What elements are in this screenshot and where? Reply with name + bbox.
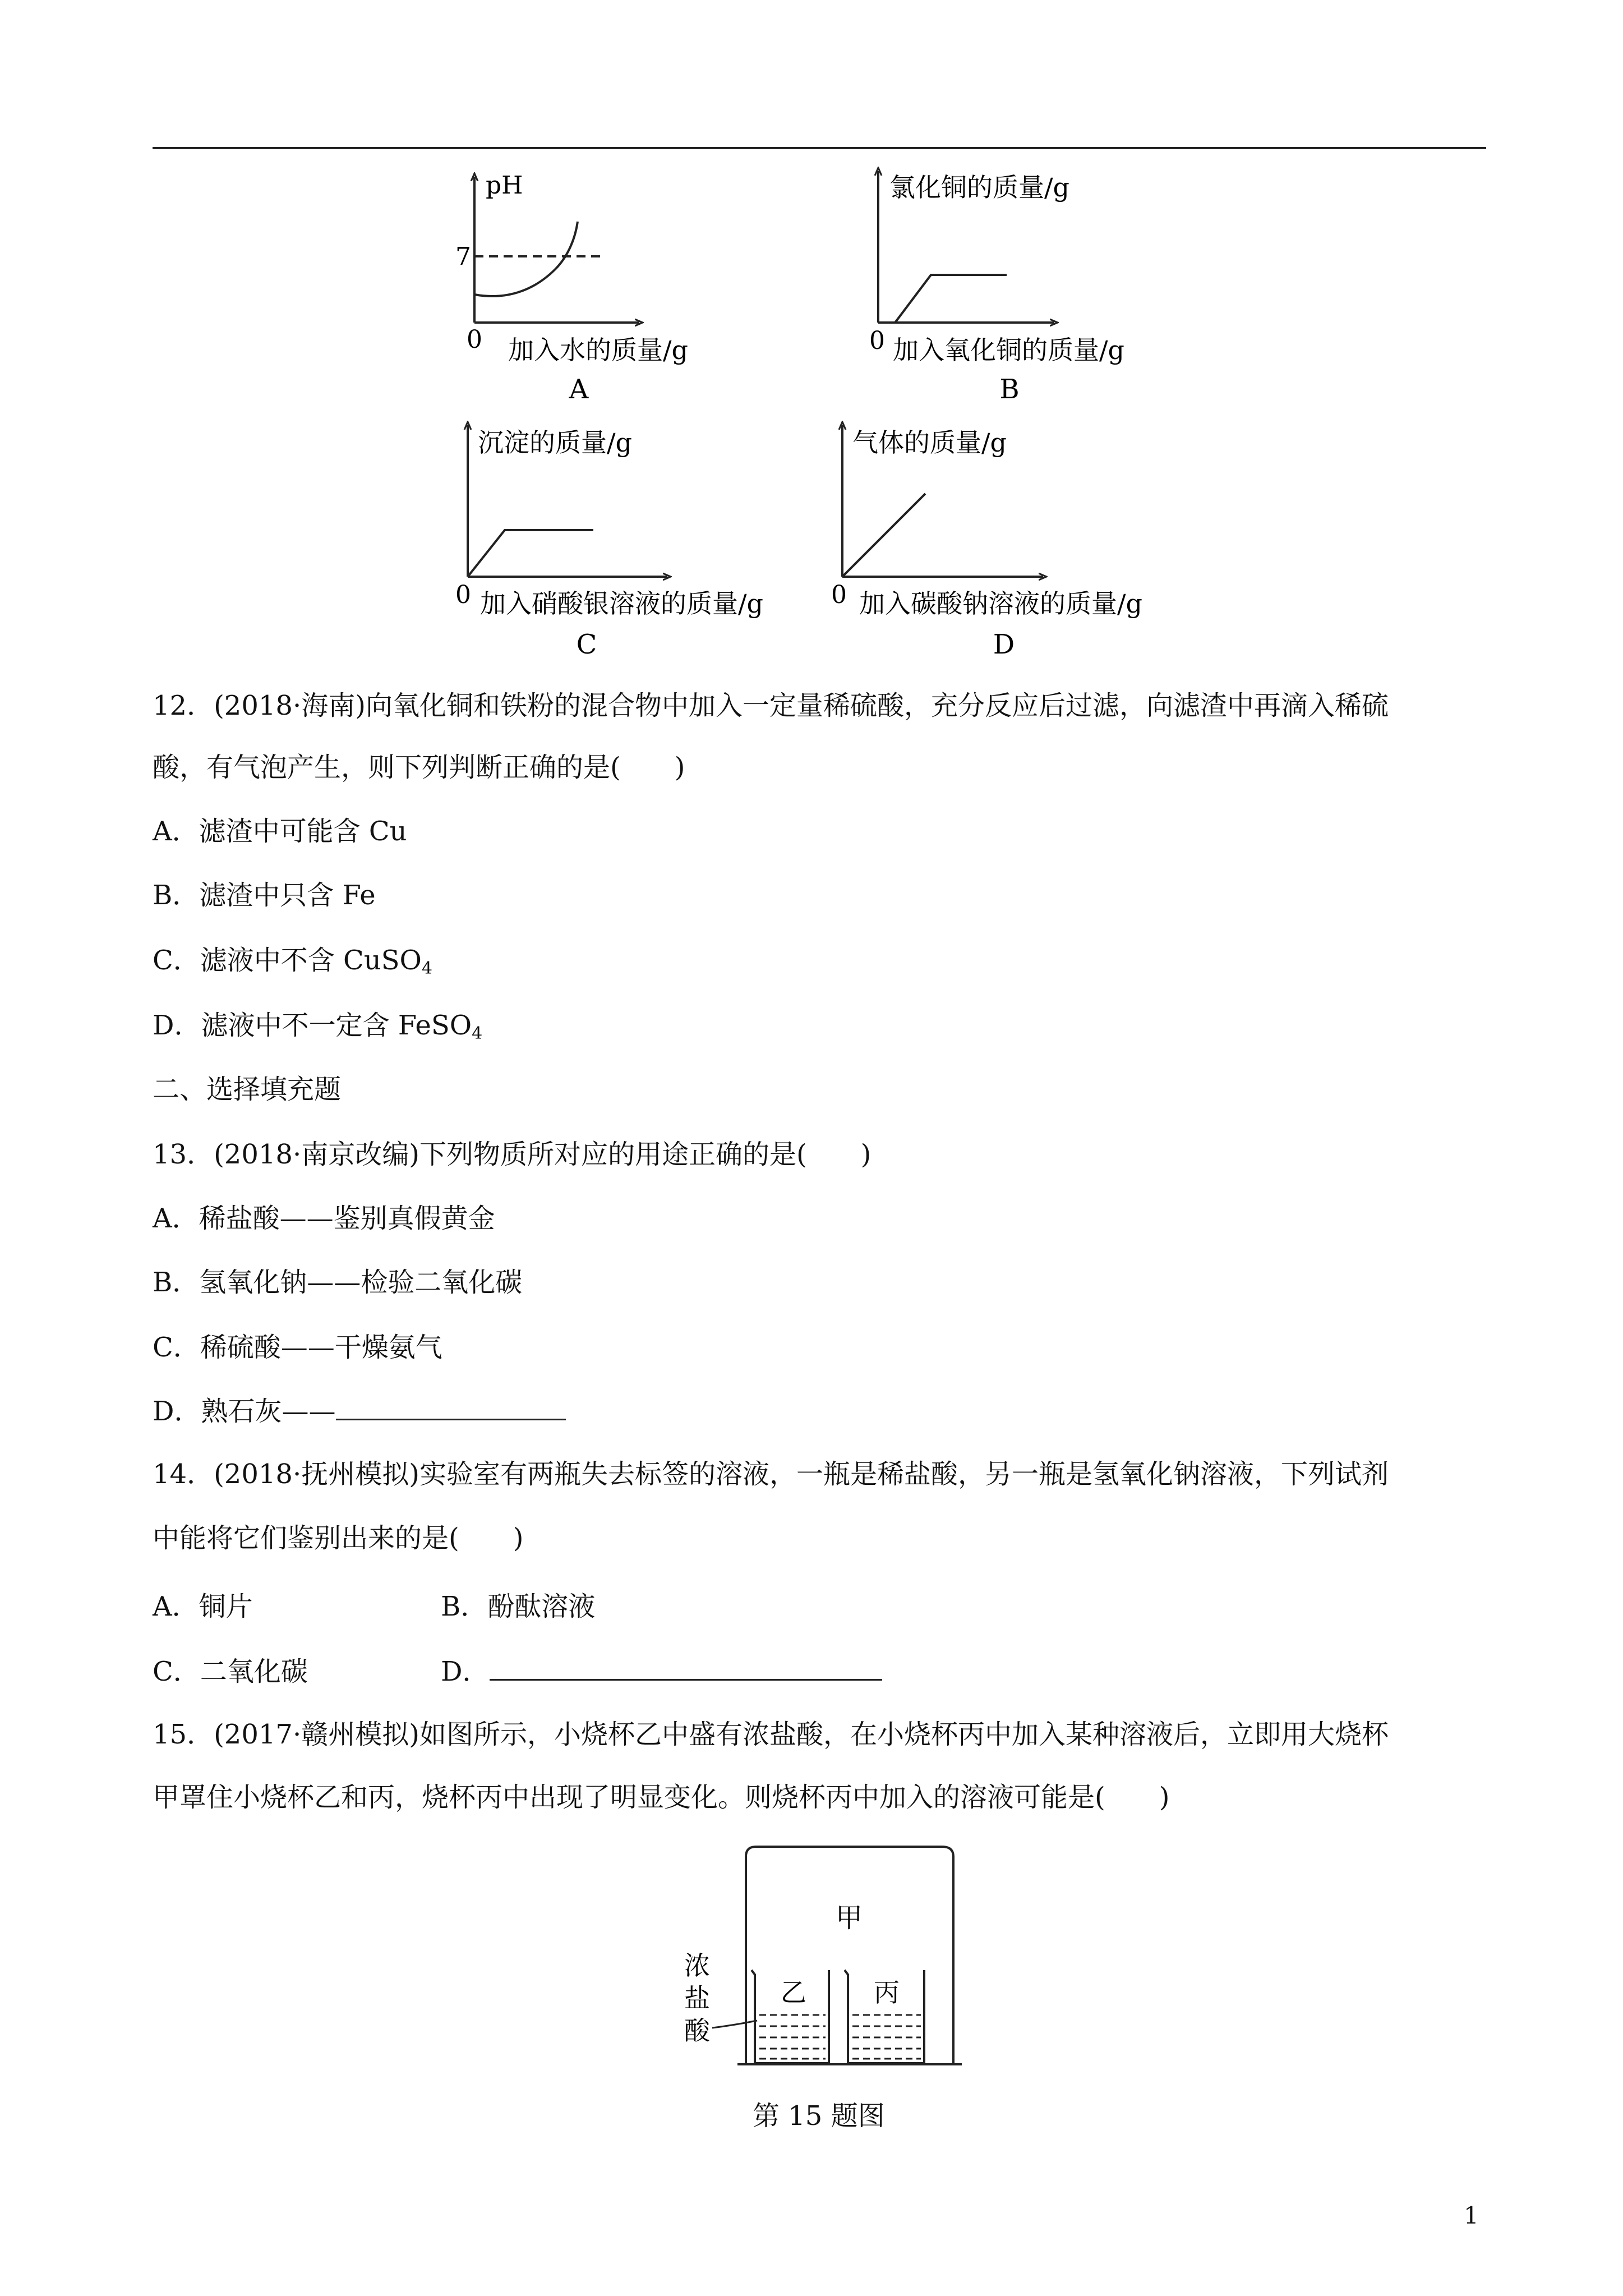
acid-label-2: 盐 xyxy=(684,1983,710,2013)
q15-line1: 15．(2017·赣州模拟)如图所示，小烧杯乙中盛有浓盐酸，在小烧杯丙中加入某种溶液后，立即用大烧杯 xyxy=(153,1719,1389,1750)
chart-a-ytick: 7 xyxy=(455,242,471,271)
q14-line1: 14．(2018·抚州模拟)实验室有两瓶失去标签的溶液，一瓶是稀盐酸，另一瓶是氢氧化钠溶液，下列试剂 xyxy=(153,1458,1389,1490)
section-heading: 二、选择填充题 xyxy=(153,1074,342,1105)
chart-b-ylabel: 氯化铜的质量/g xyxy=(889,172,1069,203)
q13-option-a: A．稀盐酸——鉴别真假黄金 xyxy=(153,1203,495,1234)
chart-a-caption: A xyxy=(569,374,589,405)
chart-a xyxy=(455,171,688,405)
chart-b-caption: B xyxy=(999,374,1020,405)
q14-option-b: B．酚酞溶液 xyxy=(441,1591,596,1622)
beaker-bing-label: 丙 xyxy=(874,1977,900,2008)
q14-answer-blank[interactable] xyxy=(490,1657,882,1681)
q14-option-a: A．铜片 xyxy=(153,1591,253,1622)
beaker-bing-liquid xyxy=(852,2015,921,2059)
chart-a-curve xyxy=(474,222,578,296)
q13-option-d: D．熟石灰—— xyxy=(153,1395,566,1428)
chart-c xyxy=(455,425,763,660)
q12-option-b: B．滤渣中只含 Fe xyxy=(153,880,376,911)
q13-answer-blank[interactable] xyxy=(336,1396,566,1420)
q13-line1: 13．(2018·南京改编)下列物质所对应的用途正确的是( ) xyxy=(153,1139,872,1170)
q12-option-a: A．滤渣中可能含 Cu xyxy=(153,816,407,847)
acid-label-3: 酸 xyxy=(684,2016,710,2046)
big-beaker-jia xyxy=(746,1847,953,2064)
figure-15 xyxy=(673,1840,987,2104)
acid-pointer-line xyxy=(712,2021,757,2028)
q13-option-b: B．氢氧化钠——检验二氧化碳 xyxy=(153,1267,523,1298)
chart-a-ylabel: pH xyxy=(486,171,523,200)
q15-line2: 甲罩住小烧杯乙和丙，烧杯丙中出现了明显变化。则烧杯丙中加入的溶液可能是( ) xyxy=(153,1782,1170,1813)
beaker-yi-liquid xyxy=(759,2015,826,2059)
acid-label-1: 浓 xyxy=(684,1950,710,1981)
q12-line1: 12．(2018·海南)向氧化铜和铁粉的混合物中加入一定量稀硫酸，充分反应后过滤，向滤渣中再滴入稀硫 xyxy=(153,690,1389,721)
chart-a-xlabel: 加入水的质量/g xyxy=(508,335,688,365)
chart-d-caption: D xyxy=(993,629,1015,660)
big-beaker-label: 甲 xyxy=(836,1902,863,1934)
chart-c-caption: C xyxy=(576,629,597,660)
q12-option-d: D．滤液中不一定含 FeSO$_4$ xyxy=(153,1010,483,1043)
beaker-yi-label: 乙 xyxy=(781,1977,806,2008)
chart-b xyxy=(869,171,1124,405)
chart-b-xlabel: 加入氧化铜的质量/g xyxy=(893,335,1124,365)
chart-c-ylabel: 沉淀的质量/g xyxy=(478,427,632,458)
chart-d-ylabel: 气体的质量/g xyxy=(852,427,1007,458)
figure-15-caption: 第 15 题图 xyxy=(753,2100,885,2132)
chart-b-origin: 0 xyxy=(869,326,885,355)
chart-d-line xyxy=(842,494,925,577)
chart-d-origin: 0 xyxy=(831,581,847,609)
chart-d-xlabel: 加入碳酸钠溶液的质量/g xyxy=(859,588,1142,619)
chart-d xyxy=(831,425,1142,660)
chart-c-line xyxy=(468,530,593,577)
chart-c-xlabel: 加入硝酸银溶液的质量/g xyxy=(480,588,763,619)
q12-option-c: C．滤液中不含 CuSO$_4$ xyxy=(153,945,432,978)
charts-figure xyxy=(0,0,1623,673)
q14-line2: 中能将它们鉴别出来的是( ) xyxy=(153,1522,524,1554)
chart-b-line xyxy=(895,275,1007,323)
page-number: 1 xyxy=(1464,2202,1479,2229)
chart-c-origin: 0 xyxy=(455,581,471,609)
q12-line2: 酸，有气泡产生，则下列判断正确的是( ) xyxy=(153,752,685,783)
chart-a-origin: 0 xyxy=(467,325,482,354)
q14-option-d: D． xyxy=(441,1655,882,1688)
q14-option-c: C．二氧化碳 xyxy=(153,1656,308,1687)
q13-option-c: C．稀硫酸——干燥氨气 xyxy=(153,1332,442,1363)
